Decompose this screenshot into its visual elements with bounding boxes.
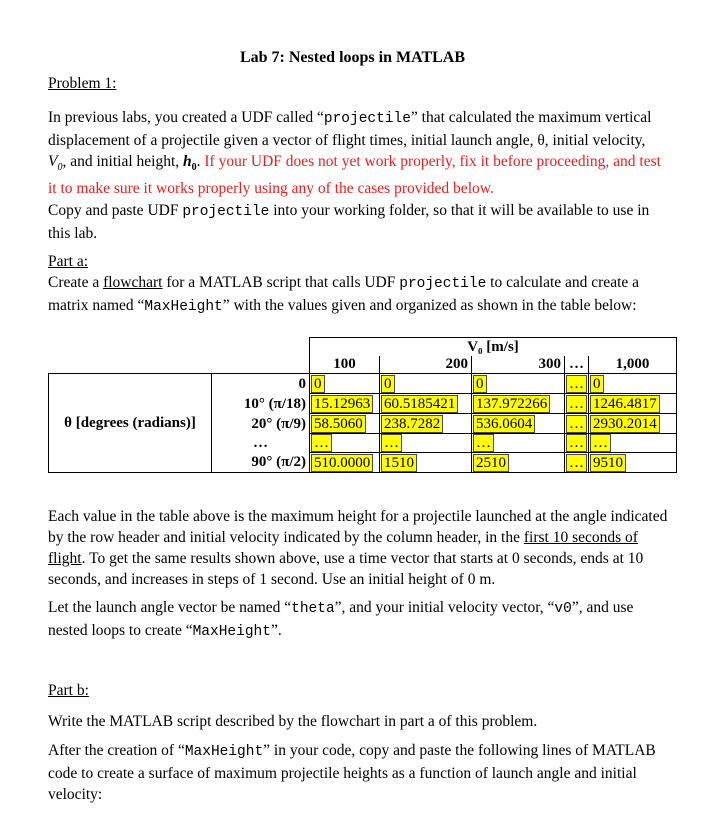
row-label: 90° (π/2): [212, 453, 310, 473]
table-cell: 2930.2014: [590, 415, 660, 433]
part-b-after: After the creation of “MaxHeight” in your code, copy and paste the following lines of MATLAB code to create a surface of maximum projectile heights as a function of launch angle and initial velocity:: [48, 742, 656, 803]
table-cell: …: [566, 395, 587, 413]
table-cell: 1510: [381, 454, 417, 472]
row-label: 0: [212, 374, 310, 394]
table-cell: 0: [311, 375, 325, 393]
table-cell: 60.5185421: [381, 395, 458, 413]
flowchart-link[interactable]: flowchart: [103, 274, 163, 291]
page-title: Lab 7: Nested loops in MATLAB: [239, 49, 466, 66]
intro-paragraph: In previous labs, you created a UDF called “projectile” that calculated the maximum vertical displacement of a projectile given a vector of flight times, initial launch angle, θ, initial velocity, $V_0$, and initial height, $h_0$. If your UDF does not yet work properly, fix it before proceeding, and test it to make sure it works properly using any of the cases provided below.: [48, 109, 661, 198]
table-cell: …: [566, 454, 587, 472]
col-label: 200: [380, 356, 472, 374]
col-label: 100: [310, 356, 380, 374]
table-cell: …: [566, 434, 587, 452]
table-cell: 0: [473, 375, 487, 393]
part-b-heading: Part b:: [48, 682, 89, 699]
table-cell: …: [381, 434, 402, 452]
problem-heading: Problem 1:: [48, 75, 117, 92]
table-cell: 2510: [473, 454, 509, 472]
col-label: 1,000: [589, 356, 677, 374]
code-projectile: projectile: [323, 111, 411, 127]
table-cell: …: [566, 415, 587, 433]
part-a-heading: Part a:: [48, 253, 89, 270]
table-cell: 238.7282: [381, 415, 443, 433]
table-cell: 0: [590, 375, 604, 393]
part-b-write: Write the MATLAB script described by the flowchart in part a of this problem.: [48, 713, 538, 730]
max-height-table: [48, 337, 677, 473]
table-cell: 137.972266: [473, 395, 550, 413]
table-cell: 0: [381, 375, 395, 393]
row-label: 10° (π/18): [212, 394, 310, 414]
row-label: 20° (π/9): [212, 414, 310, 434]
table-cell: 536.0604: [473, 415, 535, 433]
row-label: …: [212, 434, 310, 453]
table-cell: 9510: [590, 454, 626, 472]
table-cell: …: [590, 434, 611, 452]
warning-text: If your UDF does not yet work properly, fix it before proceeding, and test it to make sure it works properly using any of the cases provided below.: [48, 153, 661, 198]
row-header-theta: θ [degrees (radians)]: [49, 374, 212, 473]
part-a-paragraph: Create a flowchart for a MATLAB script that calls UDF projectile to calculate and create a matrix named “MaxHeight” with the values given and organized as shown in the table below:: [48, 274, 640, 315]
table-cell: …: [311, 434, 332, 452]
let-paragraph: Let the launch angle vector be named “theta”, and your initial velocity vector, “v0”, and use nested loops to create “MaxHeight”.: [48, 599, 634, 640]
col-header-v0: V₀ [m/s]: [310, 338, 677, 356]
table-cell: 58.5060: [311, 415, 366, 433]
table-cell: 15.12963: [311, 395, 373, 413]
table-cell: 510.0000: [311, 454, 373, 472]
table-cell: …: [473, 434, 494, 452]
each-value-paragraph: Each value in the table above is the maximum height for a projectile launched at the angle indicated by the row header and initial velocity indicated by the column header, in the first 10 seconds of flight. To get the same results shown above, use a time vector that starts at 0 seconds, ends at 10 seconds, and increases in steps of 1 second. Use an initial height of 0 m.: [48, 508, 668, 588]
col-label: …: [565, 356, 589, 374]
copy-paragraph: Copy and paste UDF projectile into your working folder, so that it will be available to use in this lab.: [48, 202, 650, 242]
table-cell: …: [566, 375, 587, 393]
col-label: 300: [472, 356, 565, 374]
table-cell: 1246.4817: [590, 395, 660, 413]
